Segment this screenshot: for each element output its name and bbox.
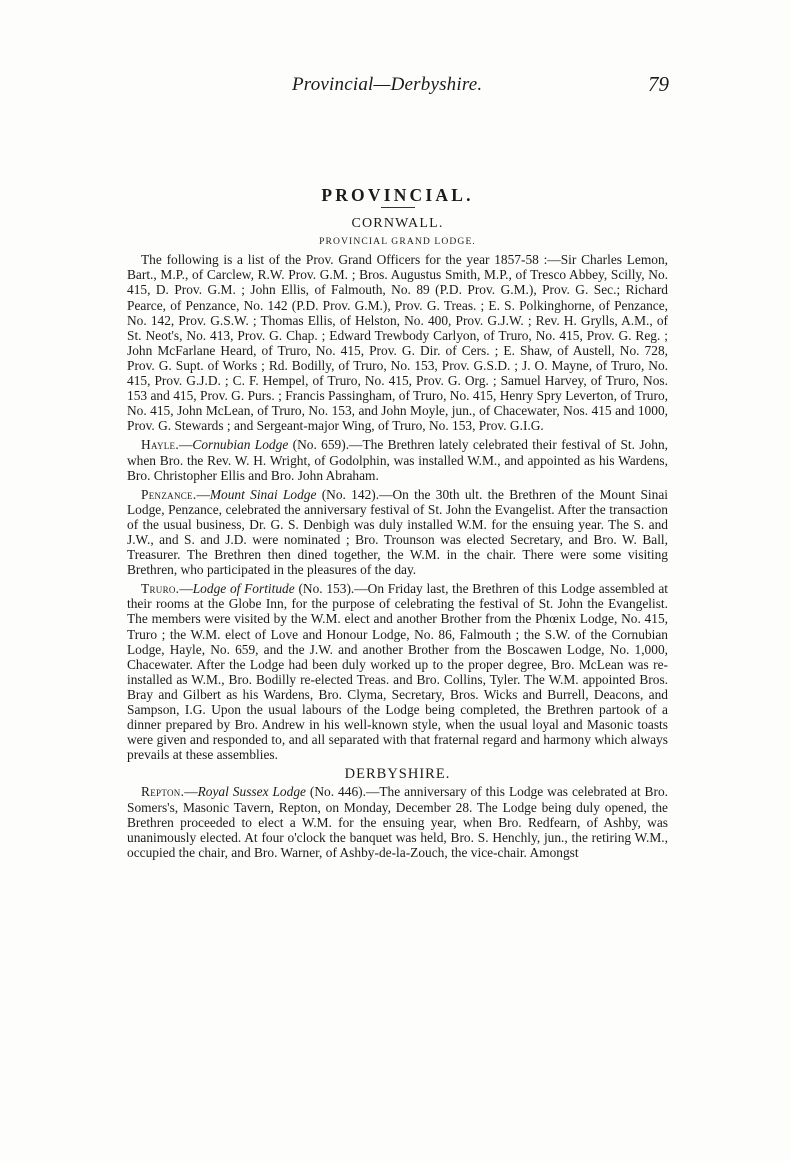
subheading-provincial-grand-lodge: PROVINCIAL GRAND LODGE. bbox=[319, 236, 476, 248]
article-body bbox=[127, 185, 668, 864]
lodge-name: Lodge of Fortitude bbox=[192, 581, 295, 597]
paragraph-penzance: Penzance.—Mount Sinai Lodge (No. 142).—On the 30th ult. the Brethren of the Mount Sinai Lodge, Penzance, celebrated the anniversary festival of St. John the Evangelist. After the transaction of the usual business, Dr. G. S. Denbigh was duly installed W.M. for the ensuing year. The S. and J.W., and S. and J.D. were nominated ; Bro. Trounson was elected Secretary, and Bro. W. Ball, Treasurer. The Brethren then dined together, the W.M. in the chair. There were some visiting Brethren, who participated in the pleasures of the day. bbox=[127, 486, 668, 578]
lodge-name: Royal Sussex Lodge bbox=[197, 784, 306, 800]
running-head-title: Provincial—Derbyshire. bbox=[292, 74, 483, 95]
paragraph-hayle: Hayle.—Cornubian Lodge (No. 659).—The Brethren lately celebrated their festival of St. John, when Bro. the Rev. W. H. Wright, of Godolphin, was installed W.M., and appointed as his Wardens, Bro. Christopher Ellis and Bro. John Abraham. bbox=[127, 437, 668, 483]
paragraph-text: (No. 153).—On Friday last, the Brethren of this Lodge assembled at their rooms at the Globe Inn, for the purpose of celebrating the festival of St. John the Evangelist. The members were visited by the W.M. elect and another Brother from the Phœnix Lodge, No. 415, Truro ; the W.M. elect of Love and Honour Lodge, No. 86, Falmouth ; the S.W. of the Cornubian Lodge, Hayle, No. 659, and the J.W. and another Brother from the Boscawen Lodge, No. 1,000, Chacewater. After the Lodge had been duly worked up to the proper degree, Bro. McLean was re-installed as W.M., Bro. Bodilly re-elected Treas. and Bro. Collins, Tyler. The W.M. appointed Bros. Bray and Gilbert as his Wardens, Bro. Clyma, Secretary, Bros. Wicks and Burrell, Deacons, and Sampson, I.G. Upon the usual labours of the Lodge being completed, the Brethren partook of a dinner prepared by Bro. Andrew in his well-known style, when the usual loyal and Masonic toasts were given and responded to, and all separated with that fraternal regard and harmony which always prevails at these assemblies. bbox=[127, 581, 668, 763]
paragraph-truro: Truro.—Lodge of Fortitude (No. 153).—On Friday last, the Brethren of this Lodge assembled at their rooms at the Globe Inn, for the purpose of celebrating the festival of St. John the Evangelist. The members were visited by the W.M. elect and another Brother from the Phœnix Lodge, No. 415, Truro ; the W.M. elect of Love and Honour Lodge, No. 86, Falmouth ; the S.W. of the Cornubian Lodge, Hayle, No. 659, and the J.W. and another Brother from the Boscawen Lodge, No. 1,000, Chacewater. After the Lodge had been duly worked up to the proper degree, Bro. McLean was re-installed as W.M., Bro. Bodilly re-elected Treas. and Bro. Collins, Tyler. The W.M. appointed Bros. Bray and Gilbert as his Wardens, Bro. Clyma, Secretary, Bros. Wicks and Burrell, Deacons, and Sampson, I.G. Upon the usual labours of the Lodge being completed, the Brethren partook of a dinner prepared by Bro. Andrew in his well-known style, when the usual loyal and Masonic toasts were given and responded to, and all separated with that fraternal regard and harmony which always prevails at these assemblies. bbox=[127, 581, 668, 763]
place-name: Truro. bbox=[141, 581, 180, 597]
title-rule bbox=[381, 207, 415, 208]
place-name: Repton. bbox=[141, 784, 185, 800]
paragraph-text: (No. 142).—On the 30th ult. the Brethren of the Mount Sinai Lodge, Penzance, celebrated the anniversary festival of St. John the Evangelist. After the transaction of the usual business, Dr. G. S. Denbigh was duly installed W.M. for the ensuing year. The S. and J.W., and S. and J.D. were nominated ; Bro. Trounson was elected Secretary, and Bro. W. Ball, Treasurer. The Brethren then dined together, the W.M. in the chair. There were some visiting Brethren, who participated in the pleasures of the day. bbox=[127, 486, 668, 578]
paragraph-text: (No. 446).—The anniversary of this Lodge was celebrated at Bro. Somers's, Masonic Tavern, Repton, on Monday, December 28. The Lodge being duly opened, the Brethren proceeded to elect a W.M. for the ensuing year, when Bro. Redfearn, of Ashby, was unanimously elected. At four o'clock the banquet was held, Bro. S. Henchly, jun., the retiring W.M., occupied the chair, and Bro. Warner, of Ashby-de-la-Zouch, the vice-chair. Amongst bbox=[127, 784, 668, 860]
running-head bbox=[0, 72, 791, 102]
paragraph-text: (No. 659).—The Brethren lately celebrated their festival of St. John, when Bro. the Rev. W. H. Wright, of Godolphin, was installed W.M., and appointed as his Wardens, Bro. Christopher Ellis and Bro. John Abraham. bbox=[127, 437, 668, 483]
lodge-name: Cornubian Lodge bbox=[192, 437, 289, 453]
page-number: 79 bbox=[648, 72, 669, 96]
lodge-name: Mount Sinai Lodge bbox=[209, 486, 317, 502]
place-name: Penzance. bbox=[141, 486, 197, 502]
section-heading-cornwall: CORNWALL. bbox=[351, 216, 444, 232]
place-name: Hayle. bbox=[141, 437, 179, 453]
section-heading-derbyshire: DERBYSHIRE. bbox=[344, 766, 451, 783]
paragraph-officers-list: The following is a list of the Prov. Grand Officers for the year 1857-58 :—Sir Charles Lemon, Bart., M.P., of Carclew, R.W. Prov. G.M. ; Bros. Augustus Smith, M.P., of Tresco Abbey, Scilly, No. 415, D. Prov. G.M. ; John Ellis, of Falmouth, No. 89 (P.D. Prov. G.M.), Prov. G. Sec.; Richard Pearce, of Penzance, No. 142 (P.D. Prov. G.M.), Prov. G. Treas. ; E. S. Polkinghorne, of Penzance, No. 142, Prov. G.S.W. ; Thomas Ellis, of Helston, No. 400, Prov. G.J.W. ; Rev. H. Grylls, A.M., of St. Neot's, No. 413, Prov. G. Chap. ; Edward Trewbody Carlyon, of Truro, No. 415, Prov. G. Reg. ; John McFarlane Heard, of Truro, No. 415, Prov. G. Dir. of Cers. ; E. Shaw, of Austell, No. 728, Prov. G. Supt. of Works ; Rd. Bodilly, of Truro, No. 153, Prov. G.S.D. ; J. O. Mayne, of Truro, No. 415, Prov. G.J.D. ; C. F. Hempel, of Truro, No. 415, Prov. G. Org. ; Samuel Harvey, of Truro, Nos. 153 and 415, Prov. G. Purs. ; Francis Passingham, of Truro, No. 415, Henry Spry Leverton, of Truro, No. 415, John McLean, of Truro, No. 153, and John Moyle, jun., of Chacewater, Nos. 415 and 1000, Prov. G. Stewards ; and Sergeant-major Wing, of Truro, No. 153, Prov. G.I.G. bbox=[127, 252, 668, 434]
paragraph-repton: Repton.—Royal Sussex Lodge (No. 446).—The anniversary of this Lodge was celebrated at Bro. Somers's, Masonic Tavern, Repton, on Monday, December 28. The Lodge being duly opened, the Brethren proceeded to elect a W.M. for the ensuing year, when Bro. Redfearn, of Ashby, was unanimously elected. At four o'clock the banquet was held, Bro. S. Henchly, jun., the retiring W.M., occupied the chair, and Bro. Warner, of Ashby-de-la-Zouch, the vice-chair. Amongst bbox=[127, 784, 668, 860]
main-title: PROVINCIAL. bbox=[321, 185, 474, 205]
